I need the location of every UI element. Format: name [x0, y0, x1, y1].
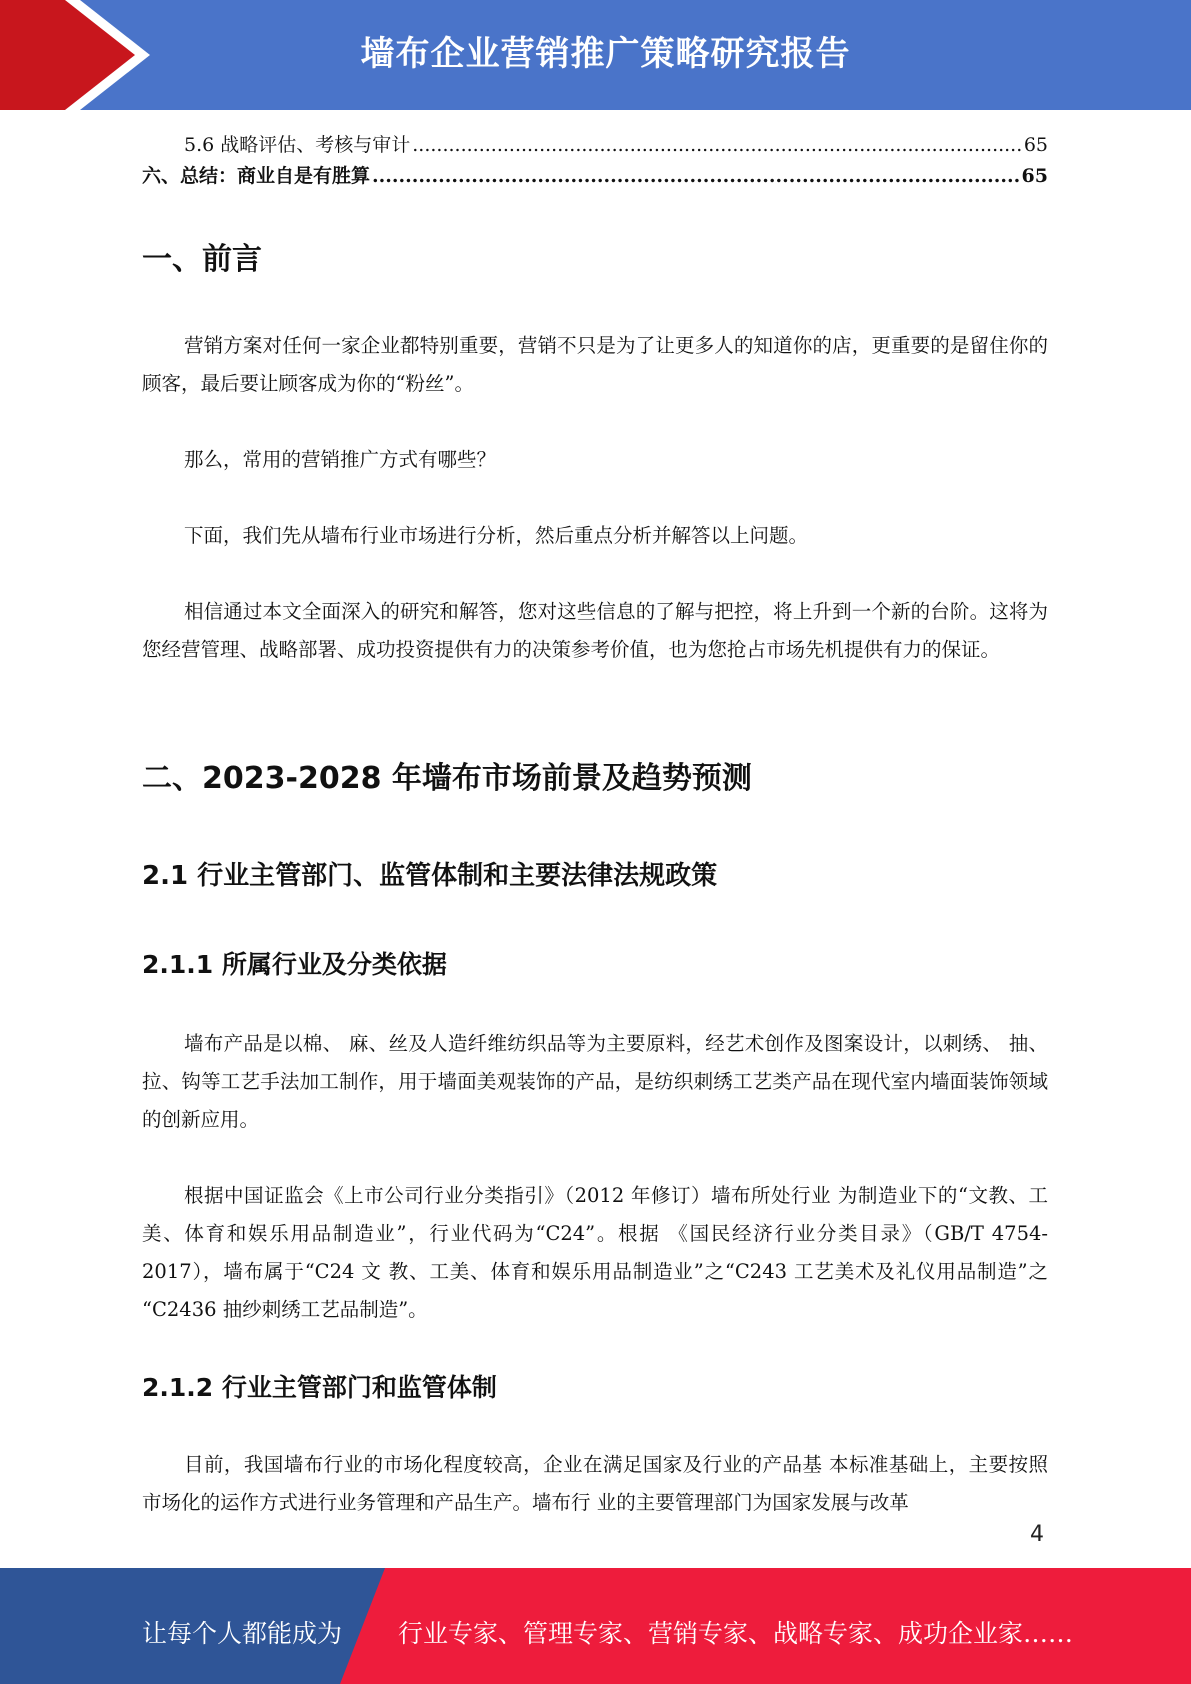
paragraph: 营销方案对任何一家企业都特别重要，营销不只是为了让更多人的知道你的店，更重要的是留住你的顾客，最后要让顾客成为你的“粉丝”。	[142, 334, 1048, 395]
footer-slogan-left: 让每个人都能成为	[142, 1619, 343, 1648]
toc-entry-label: 六、总结：商业自是有胜算	[142, 165, 371, 187]
paragraph: 下面，我们先从墙布行业市场进行分析，然后重点分析并解答以上问题。	[184, 524, 809, 547]
paragraph: 那么，常用的营销推广方式有哪些？	[184, 448, 497, 471]
footer-slogan-right: 行业专家、管理专家、营销专家、战略专家、成功企业家……	[398, 1619, 1074, 1648]
toc-entry[interactable]	[184, 130, 1048, 157]
page-header	[0, 0, 1191, 110]
paragraph: 根据中国证监会《上市公司行业分类指引》（2012 年修订）墙布所处行业 为制造业下的“文教、工美、体育和娱乐用品制造业”，行业代码为“C24”。根据 《国民经济行业分类目录》（GB/T 4754-2017），墙布属于“C24 文 教、工美、体育和娱乐用品制造业”之“C243 工艺美术及礼仪用品制造”之 “C2436 抽纱刺绣工艺品制造”。	[142, 1184, 1048, 1321]
toc-entry[interactable]	[142, 161, 1048, 188]
toc-entry-page: 65	[1021, 165, 1048, 187]
page-number: 4	[1030, 1522, 1044, 1547]
subsubsection-heading: 2.1.2 行业主管部门和监管体制	[142, 1373, 497, 1402]
toc-entry-page: 65	[1023, 134, 1048, 156]
toc-leader-dots	[412, 134, 1022, 156]
section-heading-preface: 一、前言	[142, 242, 262, 277]
chapter-heading: 二、2023-2028 年墙布市场前景及趋势预测	[142, 761, 752, 796]
subsubsection-heading: 2.1.1 所属行业及分类依据	[142, 950, 447, 979]
paragraph: 目前，我国墙布行业的市场化程度较高，企业在满足国家及行业的产品基 本标准基础上，主要按照市场化的运作方式进行业务管理和产品生产。墙布行 业的主要管理部门为国家发展与改革	[142, 1453, 1048, 1514]
subsection-heading: 2.1 行业主管部门、监管体制和主要法律法规政策	[142, 861, 718, 891]
toc-leader-dots	[372, 165, 1020, 187]
paragraph: 相信通过本文全面深入的研究和解答，您对这些信息的了解与把控，将上升到一个新的台阶。这将为您经营管理、战略部署、成功投资提供有力的决策参考价值，也为您抢占市场先机提供有力的保证。	[142, 600, 1048, 661]
report-title: 墙布企业营销推广策略研究报告	[360, 34, 851, 74]
toc-entry-label: 5.6 战略评估、考核与审计	[184, 134, 411, 156]
page-footer	[0, 1568, 1191, 1684]
paragraph: 墙布产品是以棉、 麻、丝及人造纤维纺织品等为主要原料，经艺术创作及图案设计，以刺绣、 抽、拉、钩等工艺手法加工制作，用于墙面美观装饰的产品，是纺织刺绣工艺类产品在现代室内墙面装饰领域的创新应用。	[142, 1032, 1048, 1131]
